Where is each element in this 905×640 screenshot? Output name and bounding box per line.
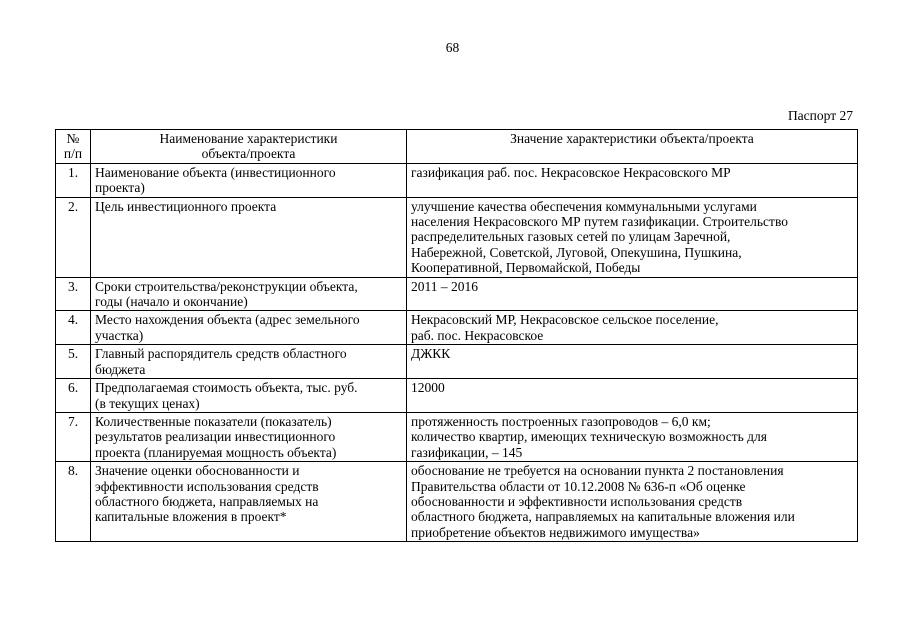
row-number: 7. <box>56 412 91 461</box>
table-row <box>56 462 858 542</box>
row-value: улучшение качества обеспечения коммунальными услугами населения Некрасовского МР путем газификации. Строительство распределительных газовых сетей по улицам Заречной, Набережной, Советской, Луговой, Опекушина, Пушкина, Кооперативной, Первомайской, Победы <box>407 197 858 277</box>
table-row <box>56 197 858 277</box>
row-name: Количественные показатели (показатель) результатов реализации инвестиционного проекта (планируемая мощность объекта) <box>91 412 407 461</box>
row-name: Наименование объекта (инвестиционного проекта) <box>91 163 407 197</box>
table-row <box>56 412 858 461</box>
row-name: Сроки строительства/реконструкции объекта, годы (начало и окончание) <box>91 277 407 311</box>
table-header-row <box>56 130 858 164</box>
header-num: № п/п <box>56 130 91 164</box>
row-number: 5. <box>56 345 91 379</box>
table-row <box>56 163 858 197</box>
header-value: Значение характеристики объекта/проекта <box>407 130 858 164</box>
row-value: протяженность построенных газопроводов – 6,0 км; количество квартир, имеющих техническую возможность для газификации, – 145 <box>407 412 858 461</box>
row-value: Некрасовский МР, Некрасовское сельское поселение, раб. пос. Некрасовское <box>407 311 858 345</box>
row-value: газификация раб. пос. Некрасовское Некрасовского МР <box>407 163 858 197</box>
row-name: Значение оценки обоснованности и эффективности использования средств областного бюджета, направляемых на капитальные вложения в проект* <box>91 462 407 542</box>
row-value: ДЖКК <box>407 345 858 379</box>
row-number: 3. <box>56 277 91 311</box>
header-name: Наименование характеристики объекта/проекта <box>91 130 407 164</box>
table-row <box>56 379 858 413</box>
row-number: 1. <box>56 163 91 197</box>
passport-label: Паспорт 27 <box>787 108 853 123</box>
row-value: 12000 <box>407 379 858 413</box>
table-row <box>56 345 858 379</box>
row-name: Место нахождения объекта (адрес земельного участка) <box>91 311 407 345</box>
row-name: Цель инвестиционного проекта <box>91 197 407 277</box>
table-row <box>56 311 858 345</box>
row-number: 8. <box>56 462 91 542</box>
row-number: 2. <box>56 197 91 277</box>
row-name: Главный распорядитель средств областного бюджета <box>91 345 407 379</box>
row-name: Предполагаемая стоимость объекта, тыс. руб. (в текущих ценах) <box>91 379 407 413</box>
row-value: 2011 – 2016 <box>407 277 858 311</box>
table-row <box>56 277 858 311</box>
row-number: 4. <box>56 311 91 345</box>
row-number: 6. <box>56 379 91 413</box>
row-value: обоснование не требуется на основании пункта 2 постановления Правительства области от 10.12.2008 № 636-п «Об оценке обоснованности и эффективности использования средств областного бюджета, направляемых на капитальные вложения или приобретение объектов недвижимого имущества» <box>407 462 858 542</box>
page-number: 68 <box>445 40 460 55</box>
passport-table <box>55 129 858 542</box>
